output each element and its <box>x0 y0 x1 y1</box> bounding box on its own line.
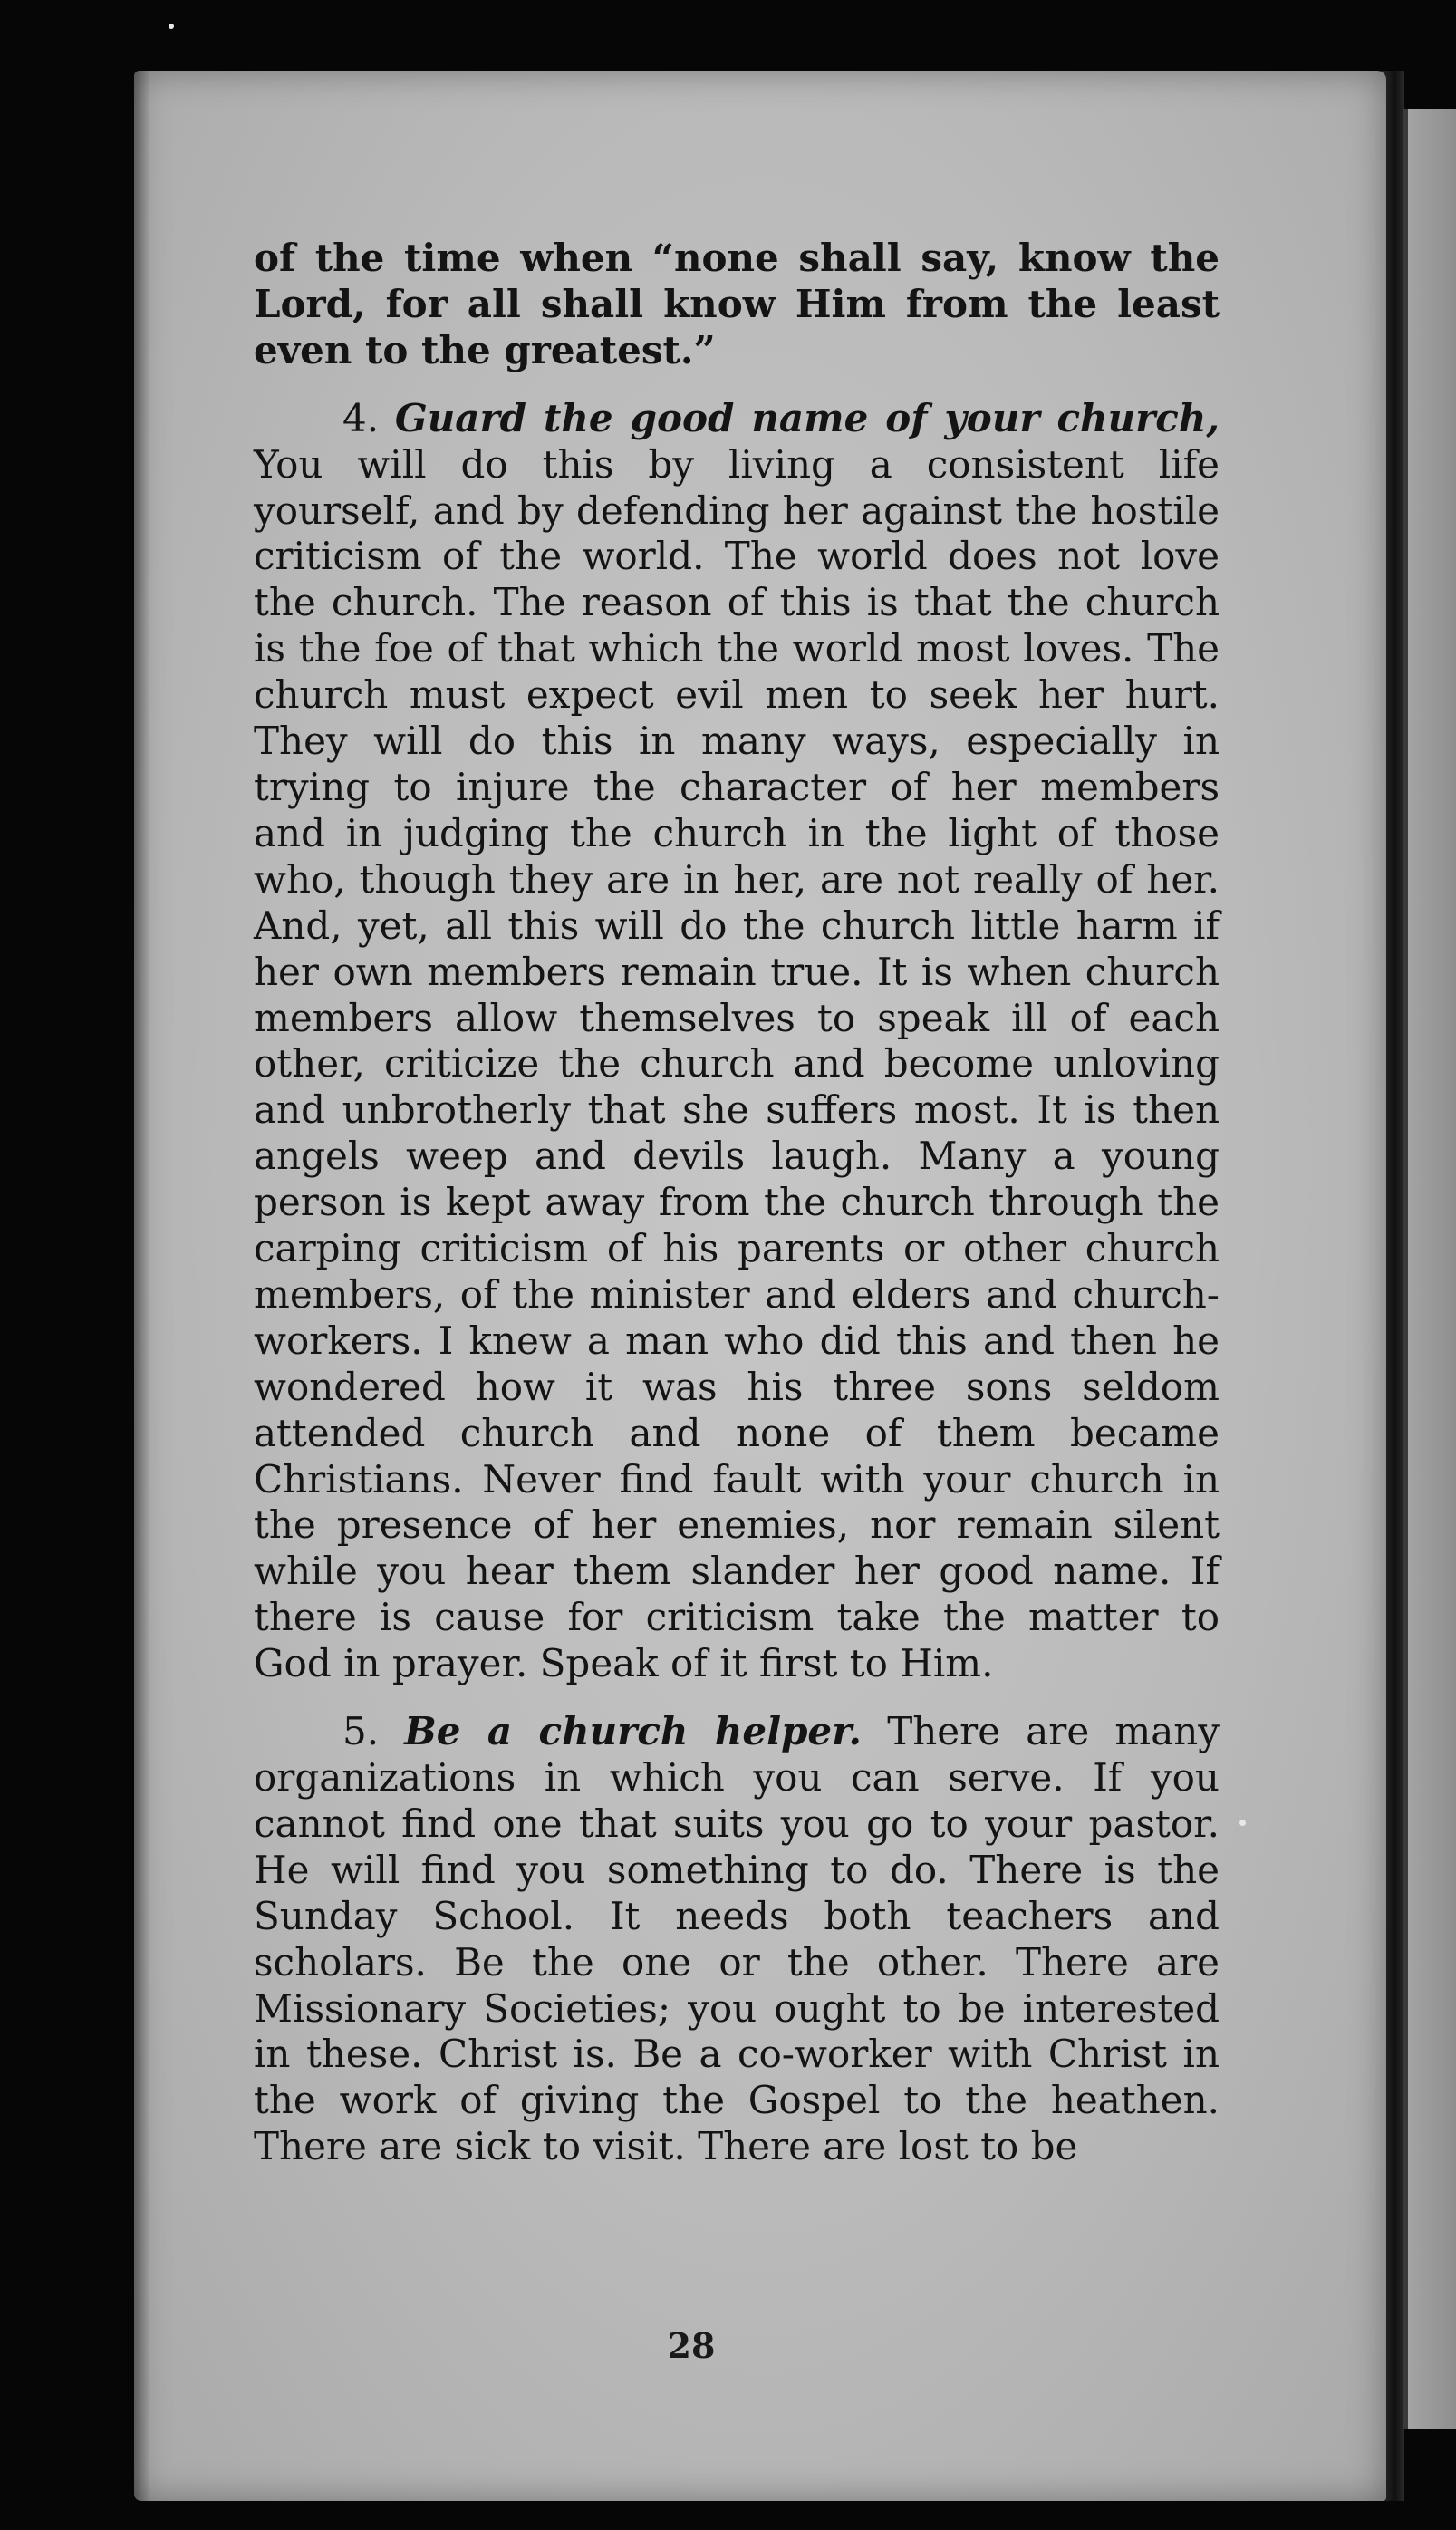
scan-speck <box>169 24 174 29</box>
paragraph-heading: Guard the good name of your church, <box>394 395 1220 440</box>
paragraph-heading: Be a church helper. <box>404 1709 863 1754</box>
paragraph-number: 4. <box>342 395 380 440</box>
book-page <box>134 71 1386 2501</box>
paragraph-4 <box>254 396 1220 1687</box>
page-shadow <box>134 71 150 2501</box>
paragraph-body: You will do this by living a consistent life yourself, and by defending her against the hostile criticism of the world. The world does not love the church. The reason of this is that the church is the foe of that which the world most loves. The church must expect evil men to seek her hurt. They will do this in many ways, especially in trying to injure the character of her members and in judging the church in the light of those who, though they are in her, are not really of her. And, yet, all this will do the church little harm if her own members remain true. It is when church members allow themselves to speak ill of each other, criticize the church and become unloving and unbrotherly that she suffers most. It is then angels weep and devils laugh. Many a young person is kept away from the church through the carping criticism of his parents or other church members, of the minister and elders and church-workers. I knew a man who did this and then he wondered how it was his three sons seldom attended church and none of them became Christians. Never find fault with your church in the presence of her enemies, nor remain silent while you hear them slander her good name. If there is cause for criticism take the matter to God in prayer. Speak of it first to Him. <box>254 441 1220 1686</box>
paragraph-body: There are many organizations in which you can serve. If you cannot find one that suits you go to your pastor. He will find you something to do. There is the Sunday School. It needs both teachers and scholars. Be the one or the other. There are Missionary Societies; you ought to be interested in these. Christ is. Be a co-worker with Christ in the work of giving the Gospel to the heathen. There are sick to visit. There are lost to be <box>254 1709 1220 2169</box>
page-number: 28 <box>667 2325 716 2366</box>
paragraph-number: 5. <box>342 1709 380 1754</box>
paragraph-continuation: of the time when “none shall say, know the Lord, for all shall know Him from the least even to the greatest.” <box>254 236 1220 372</box>
adjacent-page-edge <box>1403 109 1456 2429</box>
scan-speck <box>1239 1820 1246 1826</box>
body-text <box>254 236 1220 2192</box>
paragraph-5 <box>254 1709 1220 2170</box>
